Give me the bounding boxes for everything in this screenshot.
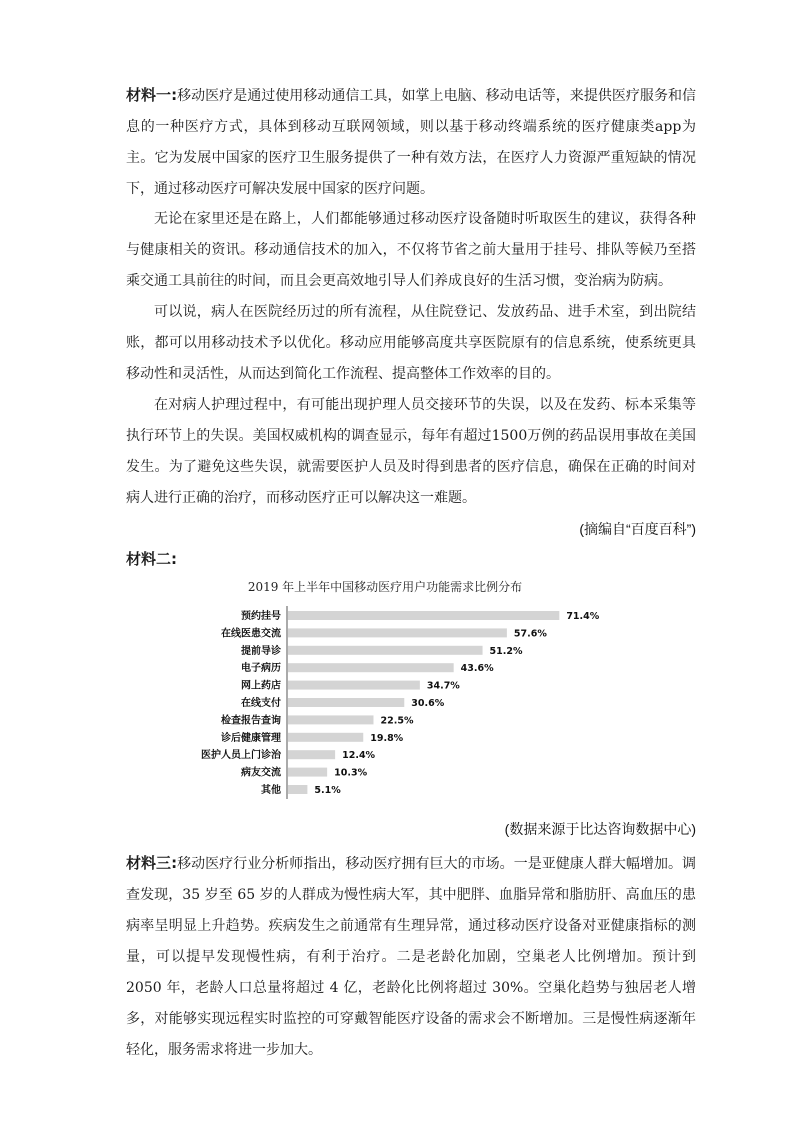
value-label: 12.4% xyxy=(342,750,376,762)
bar xyxy=(288,611,559,620)
material3-paragraph xyxy=(126,848,696,1066)
value-label: 5.1% xyxy=(314,785,341,796)
value-label: 71.4% xyxy=(566,611,600,622)
value-label: 57.6% xyxy=(513,628,547,640)
material2-label: 材料二: xyxy=(126,550,177,568)
bar xyxy=(288,681,420,690)
bar xyxy=(288,628,507,637)
material3-label: 材料三: xyxy=(126,854,178,872)
category-label: 在线支付 xyxy=(241,698,281,709)
material1-paragraph-3: 可以说，病人在医院经历过的所有流程，从住院登记、发放药品、进手术室，到出院结账，都可以用移动技术予以优化。移动应用能够高度共享医院原有的信息系统，使系统更具移动性和灵活性，从而达到简化工作流程、提高整体工作效率的目的。 xyxy=(126,304,696,382)
bar xyxy=(288,785,307,794)
material1-paragraph-1 xyxy=(126,80,696,205)
material1-p1-text: 移动医疗是通过使用移动通信工具，如掌上电脑、移动电话等，来提供医疗服务和信息的一种医疗方式，具体到移动互联网领域，则以基于移动终端系统的医疗健康类app为主。它为发展中国家的医疗卫生服务提供了一种有效方法，在医疗人力资源严重短缺的情况下，通过移动医疗可解决发展中国家的医疗问题。 xyxy=(126,88,697,197)
value-label: 51.2% xyxy=(489,645,523,657)
material2-source: (数据来源于比达咨询数据中心) xyxy=(504,821,696,837)
category-label: 其他 xyxy=(261,785,281,796)
category-label: 检查报告查询 xyxy=(221,715,281,727)
value-label: 34.7% xyxy=(426,680,460,692)
category-label: 提前导诊 xyxy=(241,645,281,657)
category-label: 电子病历 xyxy=(241,663,281,675)
material1-label: 材料一: xyxy=(126,86,178,104)
material3-p1-text: 移动医疗行业分析师指出，移动医疗拥有巨大的市场。一是亚健康人群大幅增加。调查发现，35 岁至 65 岁的人群成为慢性病大军，其中肥胖、血脂异常和脂肪肝、高血压的患病率呈明显上升趋势。疾病发生之前通常有生理异常，通过移动医疗设备对亚健康指标的测量，可以提早发现慢性病，有利于治疗。二是老龄化加剧，空巢老人比例增加。预计到 2050 年，老龄人口总量将超过 4 亿，老龄化比例将超过 30%。空巢化趋势与独居老人增多，对能够实现远程实时监控的可穿戴智能医疗设备的需求会不断增加。三是慢性病逐渐年轻化，服务需求将进一步加大。 xyxy=(126,856,697,1058)
bar xyxy=(288,646,483,655)
category-label: 预约挂号 xyxy=(241,611,281,622)
bar xyxy=(288,715,374,724)
bar xyxy=(288,698,404,707)
category-label: 病友交流 xyxy=(241,767,281,779)
category-label: 网上药店 xyxy=(241,680,281,692)
value-label: 19.8% xyxy=(370,732,404,744)
category-label: 医护人员上门诊治 xyxy=(201,750,281,762)
material1-paragraph-2: 无论在家里还是在路上，人们都能够通过移动医疗设备随时听取医生的建议，获得各种与健康相关的资讯。移动通信技术的加入，不仅将节省之前大量用于挂号、排队等候乃至搭乘交通工具前往的时间，而且会更高效地引导人们养成良好的生活习惯，变治病为防病。 xyxy=(126,211,696,289)
value-label: 10.3% xyxy=(334,767,368,779)
value-label: 30.6% xyxy=(411,698,445,709)
value-label: 43.6% xyxy=(460,663,494,675)
bar xyxy=(288,768,327,777)
category-label: 诊后健康管理 xyxy=(221,732,281,744)
bar-chart xyxy=(150,575,620,815)
bar xyxy=(288,750,335,759)
chart-title: 2019 年上半年中国移动医疗用户功能需求比例分布 xyxy=(247,580,523,594)
category-label: 在线医患交流 xyxy=(221,628,281,640)
material1-paragraph-4: 在对病人护理过程中，有可能出现护理人员交接环节的失误，以及在发药、标本采集等执行环节上的失误。美国权威机构的调查显示，每年有超过1500万例的药品误用事故在美国发生。为了避免这些失误，就需要医护人员及时得到患者的医疗信息，确保在正确的时间对病人进行正确的治疗，而移动医疗正可以解决这一难题。 xyxy=(126,397,696,506)
material1-source: (摘编自“百度百科”) xyxy=(579,521,696,537)
bar xyxy=(288,733,363,742)
bar xyxy=(288,663,454,672)
value-label: 22.5% xyxy=(380,715,414,727)
